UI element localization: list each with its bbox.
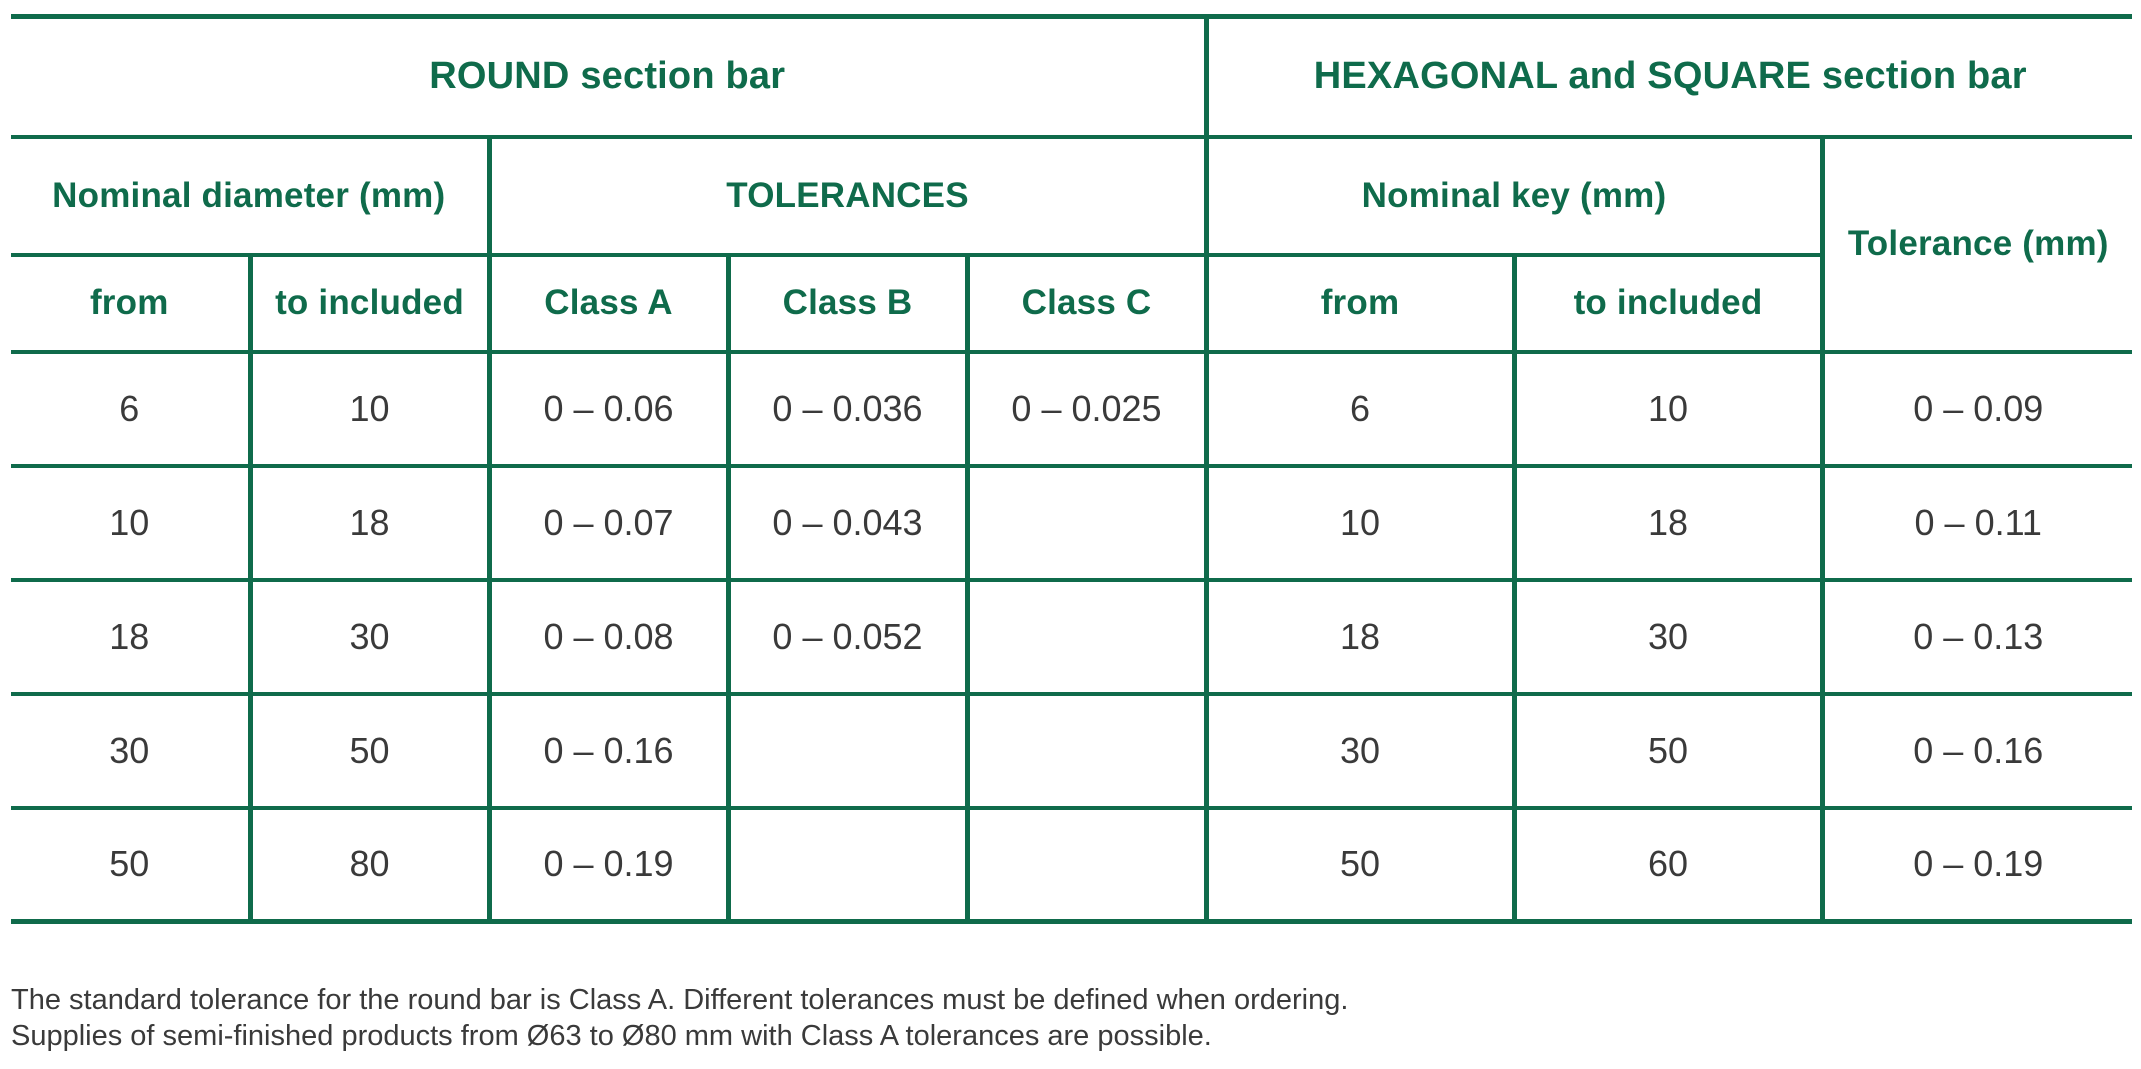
hex-section-title: HEXAGONAL and SQUARE section bar [1206, 17, 2132, 137]
round-to-cell: 30 [250, 580, 489, 694]
hex-to-cell: 50 [1514, 694, 1822, 808]
table-row [11, 694, 2132, 808]
tolerances-header: TOLERANCES [489, 137, 1206, 255]
round-to-header: to included [250, 255, 489, 352]
round-from-cell: 6 [11, 352, 250, 466]
hex-tolerance-cell: 0 – 0.11 [1822, 466, 2132, 580]
tolerance-table-container [11, 14, 2132, 924]
hex-from-cell: 18 [1206, 580, 1514, 694]
class-b-header: Class B [728, 255, 967, 352]
hex-to-cell: 60 [1514, 808, 1822, 922]
footnote-supplies: Supplies of semi-finished products from Ø63 to Ø80 mm with Class A tolerances are possible. [11, 1020, 1212, 1052]
hex-tolerance-cell: 0 – 0.16 [1822, 694, 2132, 808]
table-row [11, 580, 2132, 694]
round-to-cell: 80 [250, 808, 489, 922]
hex-from-cell: 50 [1206, 808, 1514, 922]
round-section-title: ROUND section bar [11, 17, 1206, 137]
round-to-cell: 50 [250, 694, 489, 808]
hex-from-cell: 10 [1206, 466, 1514, 580]
round-from-cell: 30 [11, 694, 250, 808]
tolerance-table [11, 14, 2132, 924]
section-title-row [11, 17, 2132, 137]
class-c-cell: 0 – 0.025 [967, 352, 1206, 466]
class-c-cell [967, 808, 1206, 922]
table-row [11, 466, 2132, 580]
table-row [11, 808, 2132, 922]
hex-tolerance-cell: 0 – 0.19 [1822, 808, 2132, 922]
hex-from-cell: 6 [1206, 352, 1514, 466]
class-a-cell: 0 – 0.06 [489, 352, 728, 466]
round-to-cell: 10 [250, 352, 489, 466]
footnote-standard-tolerance: The standard tolerance for the round bar is Class A. Different tolerances must be defined when ordering. [11, 984, 1349, 1016]
class-b-cell: 0 – 0.036 [728, 352, 967, 466]
class-b-cell [728, 694, 967, 808]
group-header-row [11, 137, 2132, 255]
table-row [11, 352, 2132, 466]
hex-tolerance-cell: 0 – 0.13 [1822, 580, 2132, 694]
round-from-cell: 50 [11, 808, 250, 922]
class-a-header: Class A [489, 255, 728, 352]
column-header-row [11, 255, 2132, 352]
class-c-header: Class C [967, 255, 1206, 352]
hex-to-cell: 10 [1514, 352, 1822, 466]
class-a-cell: 0 – 0.19 [489, 808, 728, 922]
class-a-cell: 0 – 0.16 [489, 694, 728, 808]
hex-from-cell: 30 [1206, 694, 1514, 808]
round-from-cell: 18 [11, 580, 250, 694]
round-from-header: from [11, 255, 250, 352]
class-c-cell [967, 694, 1206, 808]
round-from-cell: 10 [11, 466, 250, 580]
hex-to-cell: 18 [1514, 466, 1822, 580]
class-b-cell: 0 – 0.043 [728, 466, 967, 580]
hex-to-cell: 30 [1514, 580, 1822, 694]
class-a-cell: 0 – 0.08 [489, 580, 728, 694]
class-a-cell: 0 – 0.07 [489, 466, 728, 580]
footnotes [11, 982, 2132, 1054]
hex-tolerance-cell: 0 – 0.09 [1822, 352, 2132, 466]
class-c-cell [967, 466, 1206, 580]
class-c-cell [967, 580, 1206, 694]
round-to-cell: 18 [250, 466, 489, 580]
hex-from-header: from [1206, 255, 1514, 352]
class-b-cell [728, 808, 967, 922]
nominal-diameter-header: Nominal diameter (mm) [11, 137, 489, 255]
hex-to-header: to included [1514, 255, 1822, 352]
nominal-key-header: Nominal key (mm) [1206, 137, 1822, 255]
class-b-cell: 0 – 0.052 [728, 580, 967, 694]
tolerance-mm-header: Tolerance (mm) [1822, 137, 2132, 352]
